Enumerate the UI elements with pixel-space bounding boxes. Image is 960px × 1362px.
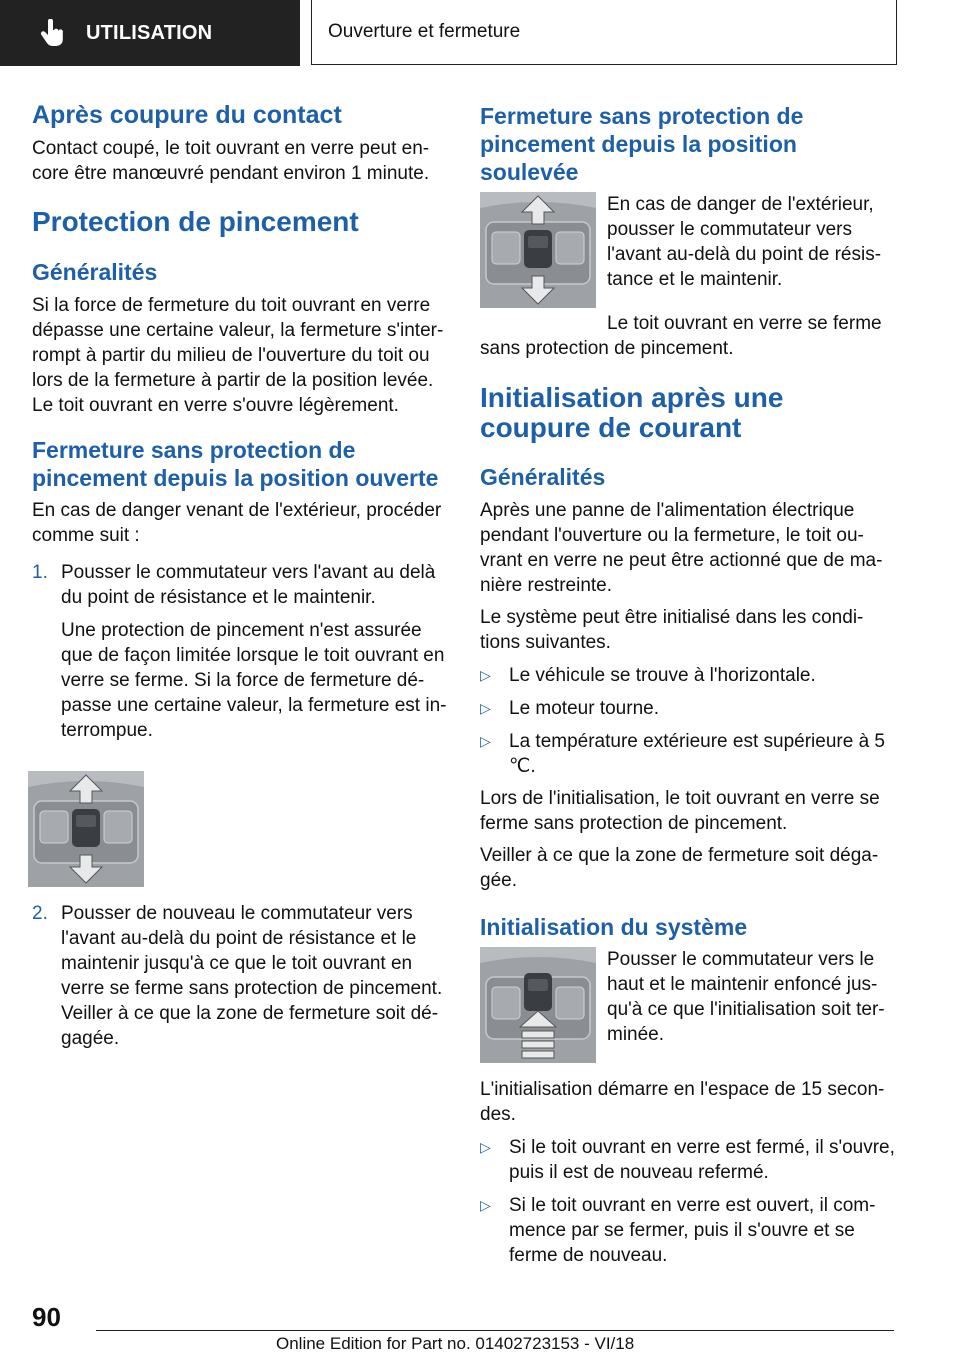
triangle-right-icon: ▷: [480, 733, 491, 749]
list-item: ▷ Le véhicule se trouve à l'horizontale.: [480, 665, 816, 686]
step-2: [32, 901, 450, 1051]
edition-text: Online Edition for Part no. 01402723153 - VI/18: [276, 1334, 635, 1353]
paragraph-veiller: Veiller à ce que la zone de fermeture soit déga-gée.: [480, 845, 879, 891]
paragraph-systeme: Le système peut être initialisé dans les condi-tions suivantes.: [480, 607, 864, 653]
triangle-right-icon: ▷: [480, 1139, 491, 1155]
left-column: [32, 100, 450, 1051]
step-1: [32, 560, 450, 743]
step-text: Pousser de nouveau le commutateur vers l'avant au-delà du point de résistance et le maintenir jusqu'à ce que le toit ouvrant en verre se ferme sans protection de pincement. Veiller à ce que la zone de fermeture soit dé-gagée.: [61, 903, 443, 1049]
heading-protection-pincement: Protection de pincement: [32, 206, 359, 237]
triangle-right-icon: ▷: [480, 700, 491, 716]
heading-init-systeme: Initialisation du système: [480, 914, 748, 940]
heading-generalites-2: Généralités: [480, 464, 606, 490]
paragraph-demarre: L'initialisation démarre en l'espace de 15 secon-des.: [480, 1079, 885, 1125]
heading-fermeture-ouverte: Fermeture sans protection de pincement depuis la position ouverte: [32, 437, 439, 491]
paragraph-pousser: Pousser le commutateur vers le haut et le maintenir enfoncé jus-qu'à ce que l'initialisation soit ter-minée.: [607, 949, 885, 1045]
footer-divider: [96, 1330, 894, 1331]
heading-fermeture-soulevee: Fermeture sans protection de pincement depuis la position soulevée: [480, 103, 804, 185]
topic-tab: [311, 0, 897, 65]
outcomes-list: [480, 1135, 898, 1268]
hand-pointer-icon: [38, 19, 66, 47]
list-item: ▷ Le moteur tourne.: [480, 698, 659, 719]
section-tab: [0, 0, 300, 66]
triangle-right-icon: ▷: [480, 667, 491, 683]
step-number: 1.: [32, 562, 48, 583]
list-item: ▷ Si le toit ouvrant en verre est ouvert, il com-mence par se fermer, puis il s'ouvre et se ferme de nouveau.: [480, 1195, 876, 1266]
triangle-right-icon: ▷: [480, 1197, 491, 1213]
step-text: Pousser le commutateur vers l'avant au delà du point de résistance et le maintenir.: [61, 562, 436, 608]
paragraph-lors: Lors de l'initialisation, le toit ouvrant en verre se ferme sans protection de pincement.: [480, 788, 880, 834]
right-column: [480, 100, 898, 1268]
paragraph-soulevee-suite: Le toit ouvrant en verre se ferme sans protection de pincement.: [480, 313, 882, 359]
paragraph-soulevee: En cas de danger de l'extérieur, pousser le commutateur vers l'avant au-delà du point de résis-tance et le maintenir.: [607, 194, 882, 290]
paragraph-danger: En cas de danger venant de l'extérieur, procéder comme suit :: [32, 500, 442, 546]
list-item: ▷ Si le toit ouvrant en verre est fermé, il s'ouvre, puis il est de nouveau refermé.: [480, 1137, 895, 1183]
paragraph-apres-coupure: Contact coupé, le toit ouvrant en verre peut en-core être manœuvré pendant environ 1 minute.: [32, 138, 430, 184]
heading-initialisation: Initialisation après une coupure de courant: [480, 382, 784, 443]
step-note: Une protection de pincement n'est assurée que de façon limitée lorsque le toit ouvrant en verre se ferme. Si la force de fermeture dé-passe une certaine valeur, la fermeture est in-terrompue.: [61, 620, 447, 741]
heading-generalites: Généralités: [32, 259, 158, 285]
list-item: ▷ La température extérieure est supérieure à 5 ℃.: [480, 731, 885, 777]
figure-soulevee: [480, 192, 898, 308]
page-number: 90: [32, 1302, 61, 1332]
conditions-list: [480, 663, 898, 779]
paragraph-panne: Après une panne de l'alimentation électrique pendant l'ouverture ou la fermeture, le toit ou-vrant en verre ne peut être actionné que de ma-nière restreinte.: [480, 500, 883, 596]
heading-apres-coupure: Après coupure du contact: [32, 101, 342, 129]
section-title: UTILISATION: [86, 21, 213, 44]
figure-init: [480, 947, 898, 1063]
switch-forward-illustration: [480, 192, 596, 308]
topic-title: Ouverture et fermeture: [328, 21, 521, 42]
switch-up-illustration: [480, 947, 596, 1063]
switch-forward-illustration: [28, 771, 144, 887]
paragraph-generalites: Si la force de fermeture du toit ouvrant en verre dépasse une certaine valeur, la fermeture s'inter-rompt à partir du milieu de l'ouverture du toit ou lors de la fermeture à partir de la position levée. Le toit ouvrant en verre s'ouvre légèrement.: [32, 295, 444, 416]
step-number: 2.: [32, 903, 48, 924]
